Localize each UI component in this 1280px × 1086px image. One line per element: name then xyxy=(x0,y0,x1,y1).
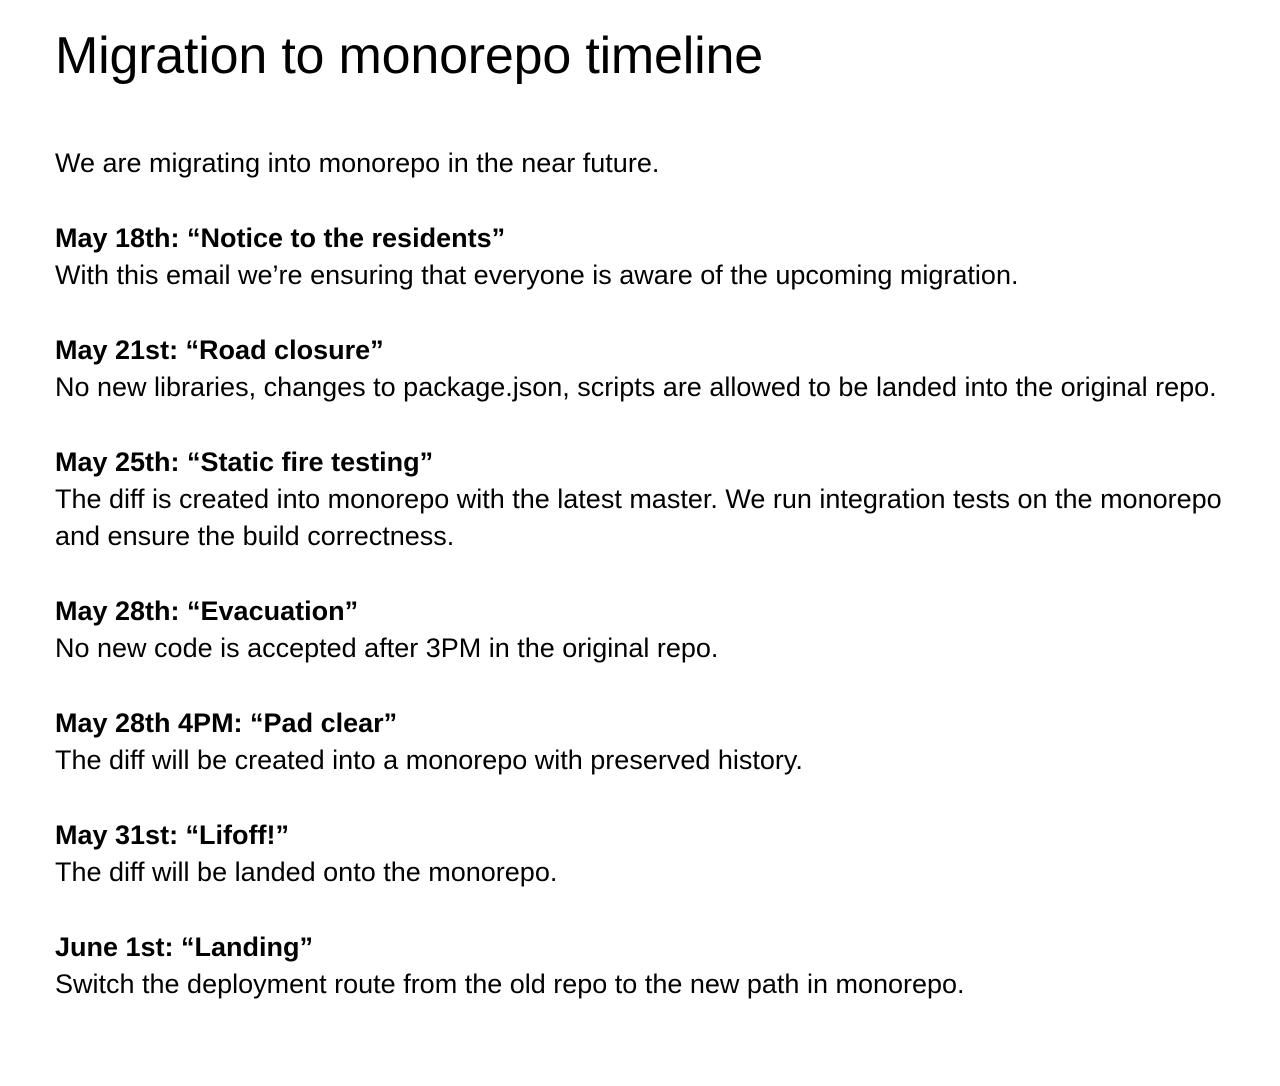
milestone-item xyxy=(55,817,1240,891)
milestone-item xyxy=(55,220,1240,294)
milestone-description: Switch the deployment route from the old repo to the new path in monorepo. xyxy=(55,969,965,999)
milestone-heading: May 28th: “Evacuation” xyxy=(55,596,359,626)
milestone-item xyxy=(55,444,1240,555)
milestone-item xyxy=(55,332,1240,406)
milestone-description: No new libraries, changes to package.json, scripts are allowed to be landed into the original repo. xyxy=(55,372,1217,402)
milestone-heading: May 31st: “Lifoff!” xyxy=(55,820,290,850)
milestone-description: No new code is accepted after 3PM in the original repo. xyxy=(55,633,719,663)
milestone-heading: May 25th: “Static fire testing” xyxy=(55,447,434,477)
milestone-item xyxy=(55,705,1240,779)
milestone-description: The diff will be created into a monorepo with preserved history. xyxy=(55,745,803,775)
milestone-list xyxy=(55,220,1240,1003)
page-title: Migration to monorepo timeline xyxy=(55,27,763,85)
milestone-item xyxy=(55,593,1240,667)
milestone-heading: May 18th: “Notice to the residents” xyxy=(55,223,506,253)
milestone-description: With this email we’re ensuring that everyone is aware of the upcoming migration. xyxy=(55,260,1019,290)
milestone-heading: May 21st: “Road closure” xyxy=(55,335,384,365)
milestone-heading: May 28th 4PM: “Pad clear” xyxy=(55,708,398,738)
milestone-item xyxy=(55,929,1240,1003)
intro-paragraph: We are migrating into monorepo in the near future. xyxy=(55,148,660,178)
milestone-description: The diff will be landed onto the monorepo. xyxy=(55,857,558,887)
milestone-description: The diff is created into monorepo with the latest master. We run integration tests on the monorepo and ensure the build correctness. xyxy=(55,484,1222,551)
milestone-heading: June 1st: “Landing” xyxy=(55,932,314,962)
